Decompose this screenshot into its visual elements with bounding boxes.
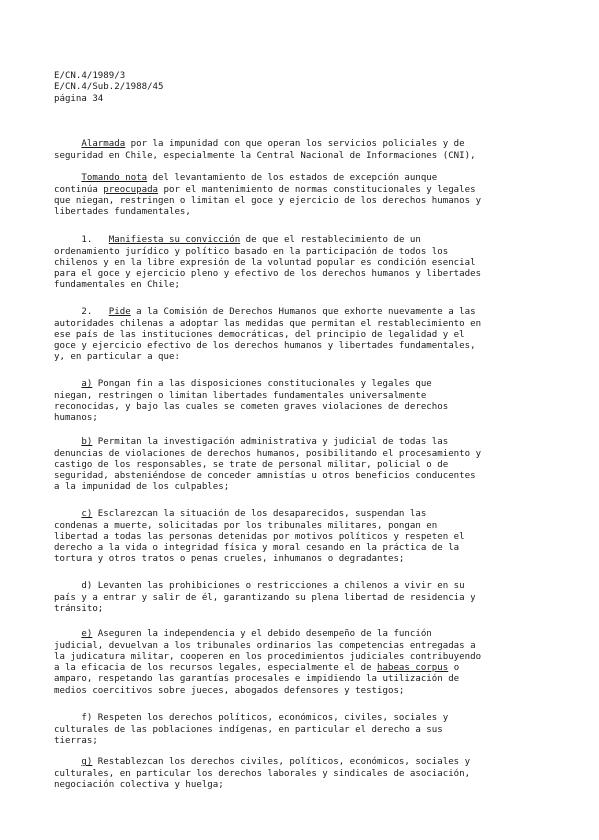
subparagraph-a: a) Pongan fin a las disposiciones constitucionales y legales que niegan, restringen o limitan libertades fundamentales universalmente reconocidas, y bajo las cuales se cometen graves violaciones de derechos humanos; bbox=[54, 379, 449, 424]
paragraph-tomando-nota: Tomando nota del levantamiento de los estados de excepción aunque continúa preocupada por el mantenimiento de normas constitucionales y legales que niegan, restringen o limitan el goce y ejercicio de los derechos humanos y libertades fundamentales, bbox=[54, 173, 482, 218]
subparagraph-c: c) Esclarezcan la situación de los desaparecidos, suspendan las condenas a muerte, solicitadas por los tribunales militares, pongan en libertad a todas las personas detenidas por motivos políticos y respeten el derecho a la vida o integridad física y moral cesando en la práctica de la tortura y otros tratos o penas crueles, inhumanos o degradantes; bbox=[54, 509, 465, 565]
paragraph-number: 2. bbox=[81, 307, 93, 318]
document-symbol-1: E/CN.4/1989/3 bbox=[54, 71, 126, 81]
page-number: página 34 bbox=[54, 93, 104, 104]
item-letter: b) bbox=[81, 437, 93, 448]
term-habeas-corpus: habeas corpus bbox=[377, 663, 449, 674]
subparagraph-b: b) Permitan la investigación administrativa y judicial de todas las denuncias de violaciones de derechos humanos, posibilitando el procesamiento y castigo de los responsables, se trate de personal militar, policial o de seguridad, absteniéndose de conceder amnistías u otros beneficios conducentes a la impunidad de los culpables; bbox=[54, 437, 482, 493]
subparagraph-g: g) Restablezcan los derechos civiles, políticos, económicos, sociales y culturales, en particular los derechos laborales y sindicales de asociación, negociación colectiva y huelga; bbox=[54, 757, 471, 790]
item-letter: e) bbox=[81, 629, 93, 640]
document-header bbox=[54, 71, 164, 105]
lead-word-manifiesta: Manifiesta su convicción bbox=[108, 235, 241, 246]
emphasis-preocupada: preocupada bbox=[103, 184, 159, 195]
subparagraph-e: e) Aseguren la independencia y el debido desempeño de la función judicial, devuelvan a los tribunales ordinarios las competencias entregadas a la judicatura militar, cooperen en los procedimientos judiciales contribuyendo a la eficacia de los recursos legales, especialmente el de habeas corpus o amparo, respetando las garantías procesales e impidiendo la utilización de medios coercitivos sobre jueces, abogados defensores y testigos; bbox=[54, 629, 482, 696]
lead-word-pide: Pide bbox=[108, 307, 131, 318]
lead-word-tomando-nota: Tomando nota bbox=[81, 173, 148, 184]
item-letter: g) bbox=[81, 757, 93, 768]
subparagraph-d: d) Levanten las prohibiciones o restricciones a chilenos a vivir en su país y a entrar y salir de él, garantizando su plena libertad de residencia y tránsito; bbox=[54, 581, 476, 614]
item-letter: d) bbox=[81, 581, 93, 592]
document-symbol-2: E/CN.4/Sub.2/1988/45 bbox=[54, 82, 164, 93]
paragraph-2: 2. Pide a la Comisión de Derechos Humanos que exhorte nuevamente a las autoridades chilenas a adoptar las medidas que permitan el restablecimiento en ese país de las instituciones democráticas, del principio de legalidad y el goce y ejercicio efectivo de los derechos humanos y libertades fundamentales, y, en particular a que: bbox=[54, 307, 482, 363]
paragraph-number: 1. bbox=[81, 235, 93, 246]
subparagraph-f: f) Respeten los derechos políticos, económicos, civiles, sociales y culturales de las poblaciones indígenas, en particular el derecho a sus tierras; bbox=[54, 713, 449, 746]
paragraph-1: 1. Manifiesta su convicción de que el restablecimiento de un ordenamiento jurídico y político basado en la participación de todos los chilenos y en la libre expresión de la voluntad popular es condición esencial para el goce y ejercicio pleno y efectivo de los derechos humanos y libertades fundamentales en Chile; bbox=[54, 235, 482, 291]
item-letter: a) bbox=[81, 379, 93, 390]
paragraph-alarmada: Alarmada por la impunidad con que operan los servicios policiales y de seguridad en Chile, especialmente la Central Nacional de Informaciones (CNI), bbox=[54, 139, 476, 161]
item-letter: f) bbox=[81, 713, 93, 724]
lead-word-alarmada: Alarmada bbox=[81, 139, 126, 150]
item-letter: c) bbox=[81, 509, 93, 520]
